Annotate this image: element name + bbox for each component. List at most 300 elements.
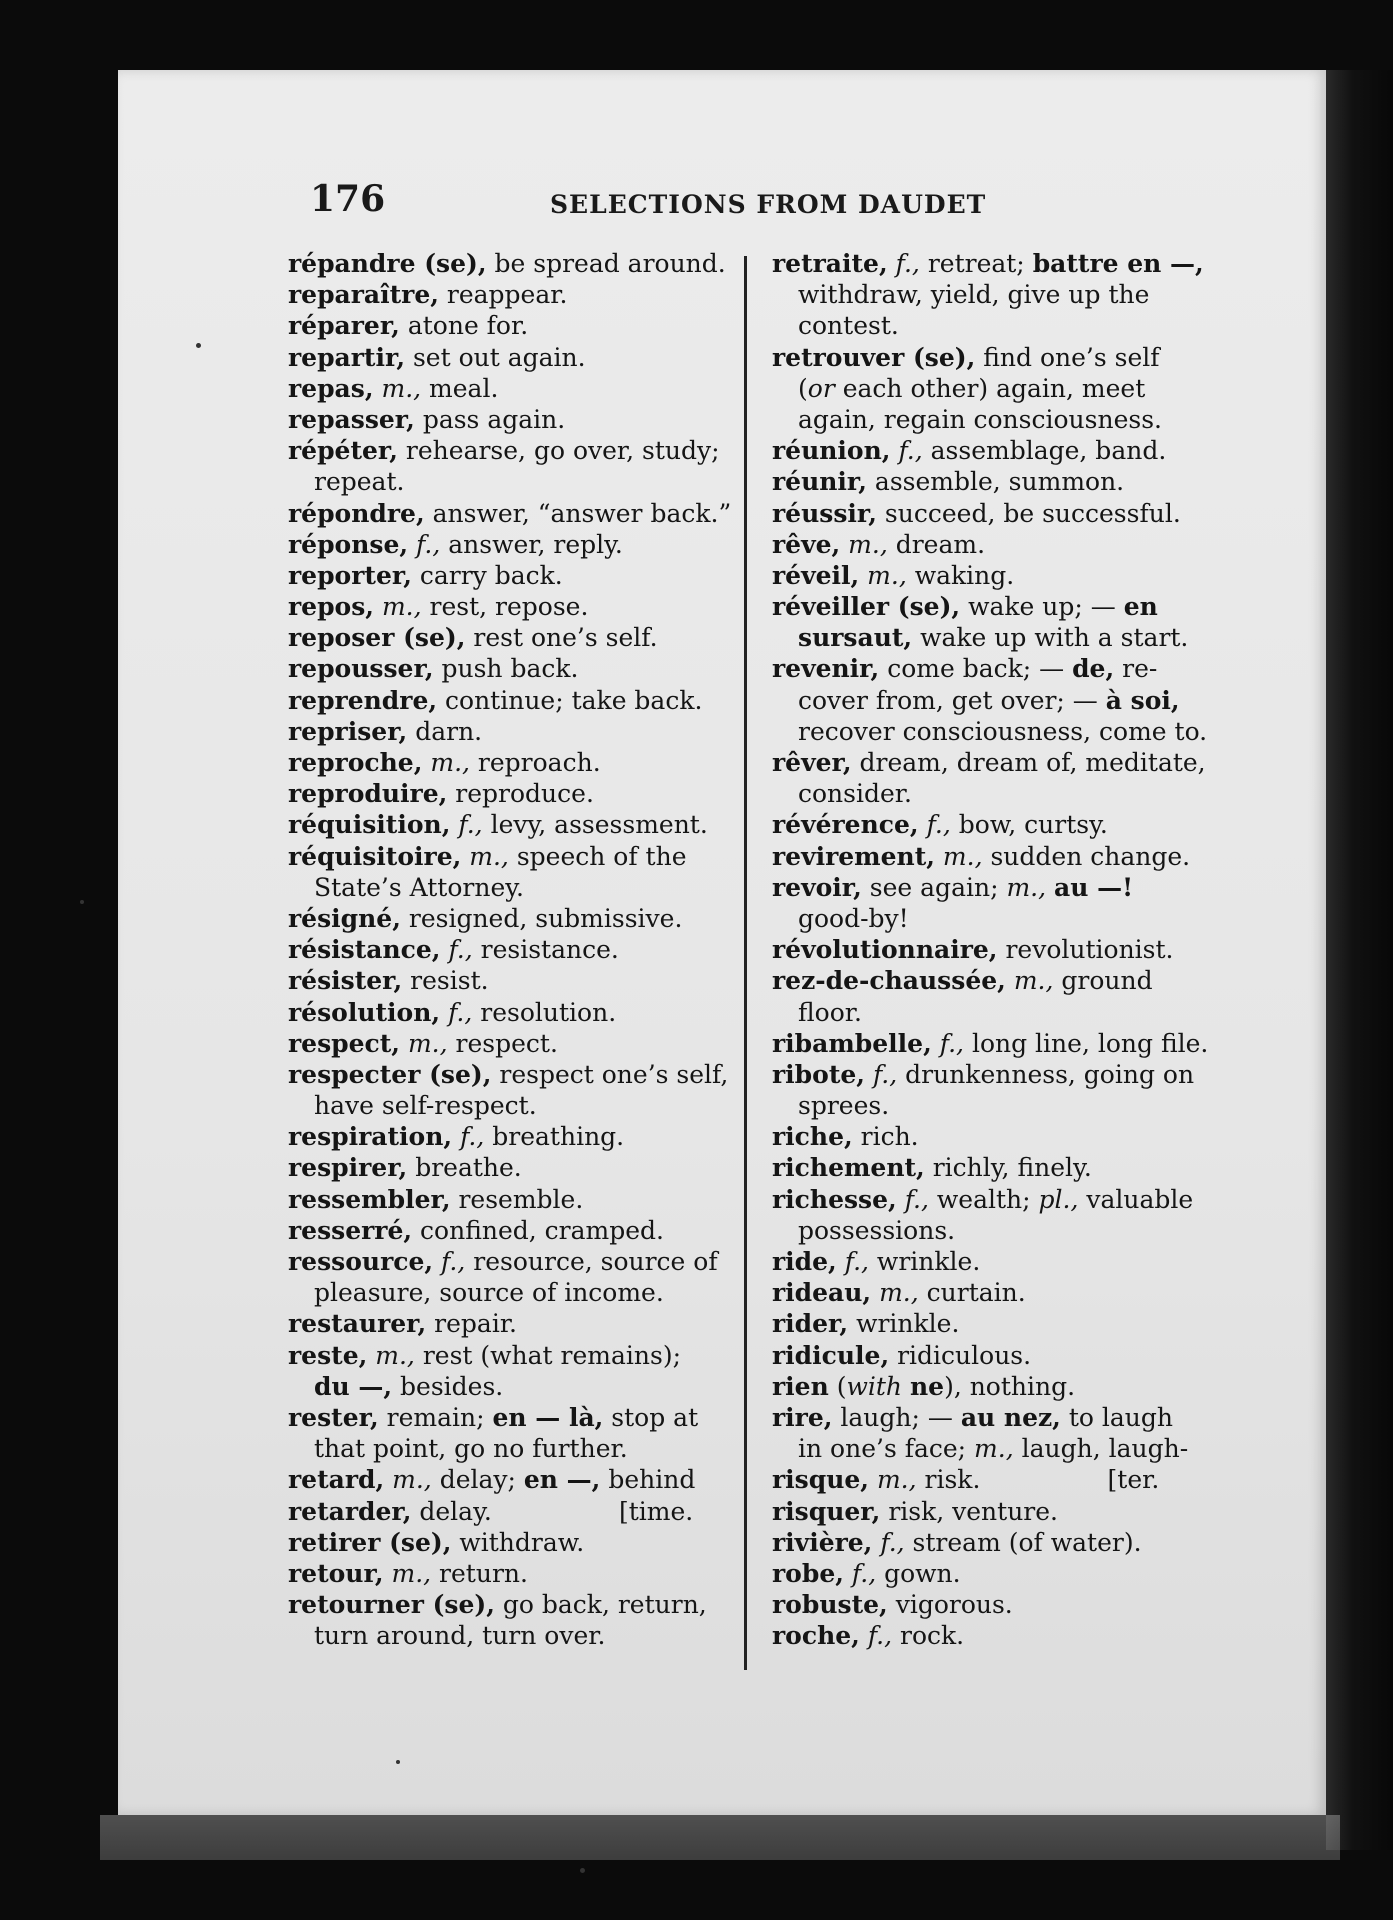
facing-page-edge	[1326, 70, 1393, 1850]
definition-text: set out again.	[405, 342, 586, 372]
headword: rêve,	[772, 529, 841, 559]
headword: repriser,	[288, 716, 408, 746]
definition-text	[865, 1060, 873, 1089]
dictionary-line	[288, 373, 740, 404]
dictionary-line	[288, 1215, 740, 1246]
dictionary-line	[288, 279, 740, 310]
headword: reprendre,	[288, 685, 438, 715]
definition-text: answer, “answer back.”	[424, 498, 732, 528]
headword: rester,	[288, 1402, 379, 1432]
definition-text: to laugh	[1060, 1402, 1173, 1432]
definition-text: meal.	[421, 373, 499, 403]
dictionary-line	[772, 248, 1214, 279]
headword: reproduire,	[288, 779, 448, 809]
dictionary-line	[772, 685, 1214, 716]
dictionary-line	[288, 1527, 740, 1558]
dictionary-line	[288, 685, 740, 716]
definition-text	[888, 249, 896, 278]
definition-text: laugh, laugh-	[1013, 1434, 1189, 1464]
dictionary-line	[772, 1402, 1214, 1433]
definition-text: sudden change.	[982, 841, 1191, 871]
dictionary-line	[772, 1308, 1214, 1339]
headword: en —,	[523, 1465, 601, 1495]
headword: sursaut,	[798, 623, 913, 653]
definition-text	[844, 1559, 852, 1588]
headword: retard,	[288, 1465, 385, 1495]
definition-text: pass again.	[414, 404, 566, 434]
definition-text: reappear.	[438, 280, 568, 310]
definition-text: wrinkle.	[848, 1309, 960, 1339]
definition-text: possessions.	[798, 1215, 956, 1245]
headword: retrouver (se),	[772, 342, 976, 372]
definition-text: push back.	[433, 654, 579, 684]
definition-text: waking.	[906, 560, 1015, 590]
grammar-label: f.,	[460, 1122, 485, 1152]
grammar-label: with	[846, 1371, 903, 1401]
dictionary-line	[288, 653, 740, 684]
definition-text	[440, 998, 448, 1027]
headword: résistance,	[288, 935, 441, 965]
definition-text: cover from, get over; —	[798, 685, 1106, 715]
definition-text	[897, 1185, 905, 1214]
grammar-label: f.,	[448, 935, 473, 965]
definition-text	[1046, 873, 1054, 902]
grammar-label: m.,	[942, 841, 983, 871]
dictionary-line	[772, 435, 1214, 466]
dictionary-line	[288, 310, 740, 341]
dictionary-line	[288, 622, 740, 653]
headword: reparaître,	[288, 280, 439, 310]
headword: retraite,	[772, 249, 888, 278]
dictionary-line	[772, 1340, 1214, 1371]
dictionary-line	[288, 529, 740, 560]
definition-text	[859, 561, 867, 590]
definition-text: rehearse, go over, study;	[397, 436, 720, 466]
grammar-label: f.,	[880, 1527, 905, 1557]
dictionary-line	[772, 1246, 1214, 1277]
dictionary-line	[772, 1090, 1214, 1121]
definition-text: go back, return,	[494, 1590, 707, 1620]
grammar-label: f.,	[458, 810, 483, 840]
definition-text	[919, 810, 927, 839]
dictionary-line	[772, 1433, 1214, 1464]
definition-text: ), nothing.	[944, 1371, 1076, 1401]
grammar-label: f.,	[904, 1184, 929, 1214]
grammar-label: f.,	[867, 1621, 893, 1651]
definition-text: answer, reply.	[440, 529, 623, 559]
headword: en — là,	[492, 1402, 604, 1432]
definition-text	[384, 1559, 392, 1588]
definition-text: behind	[600, 1465, 696, 1495]
dictionary-line	[288, 404, 740, 435]
headword: respirer,	[288, 1153, 408, 1183]
definition-text: stop at	[603, 1402, 699, 1432]
definition-text: curtain.	[918, 1278, 1026, 1308]
definition-text: rich.	[852, 1122, 919, 1152]
definition-text: resistance.	[472, 935, 619, 965]
headword: ridicule,	[772, 1340, 890, 1370]
headword: rider,	[772, 1309, 849, 1339]
definition-text: atone for.	[399, 311, 529, 341]
dictionary-line	[288, 997, 740, 1028]
definition-text: wrinkle.	[868, 1247, 981, 1276]
definition-text: succeed, be successful.	[876, 498, 1181, 528]
right-column	[772, 248, 1214, 1651]
headword: résister,	[288, 966, 403, 996]
definition-text: rest (what remains);	[414, 1340, 682, 1370]
dictionary-line	[288, 1308, 740, 1339]
dictionary-line	[772, 622, 1214, 653]
definition-text: contest.	[798, 311, 899, 341]
headword: ribote,	[772, 1059, 865, 1089]
dictionary-line	[772, 1277, 1214, 1308]
headword: réparer,	[288, 311, 400, 341]
running-title: SELECTIONS FROM DAUDET	[550, 190, 987, 219]
dictionary-line	[288, 591, 740, 622]
definition-text: floor.	[798, 997, 862, 1027]
grammar-label: f.,	[844, 1247, 869, 1276]
grammar-label: f.,	[872, 1059, 898, 1089]
grammar-label: m.,	[392, 1465, 432, 1495]
dictionary-line	[772, 404, 1214, 435]
definition-text: remain;	[378, 1402, 493, 1432]
grammar-label: f.,	[416, 529, 441, 559]
definition-text	[1006, 966, 1014, 995]
definition-text: (	[798, 373, 808, 403]
headword: de,	[1072, 654, 1115, 684]
definition-text: consider.	[798, 779, 912, 809]
definition-text: assemble, summon.	[866, 467, 1125, 497]
headword: richesse,	[772, 1184, 897, 1214]
headword: rideau,	[772, 1278, 872, 1308]
definition-text: see again;	[861, 872, 1007, 902]
definition-text: wealth;	[928, 1184, 1039, 1214]
definition-text: delay. [time.	[411, 1496, 694, 1526]
definition-text: find one’s self	[975, 342, 1160, 372]
headword: réponse,	[288, 529, 409, 559]
headword: revoir,	[772, 872, 862, 902]
definition-text: State’s Attorney.	[314, 872, 524, 902]
definition-text: respect one’s self,	[491, 1059, 729, 1089]
dictionary-line	[772, 1496, 1214, 1527]
definition-text	[869, 1465, 877, 1494]
headword: risque,	[772, 1465, 870, 1495]
dictionary-line	[288, 1152, 740, 1183]
grammar-label: m.,	[407, 1028, 448, 1058]
grammar-label: m.,	[1006, 872, 1047, 902]
definition-text	[408, 530, 416, 559]
headword: riche,	[772, 1122, 853, 1152]
dictionary-line	[288, 435, 740, 466]
headword: réunion,	[772, 436, 891, 466]
dictionary-line	[772, 466, 1214, 497]
headword: resserré,	[288, 1215, 413, 1245]
grammar-label: m.,	[879, 1278, 919, 1308]
dictionary-line	[772, 934, 1214, 965]
dictionary-line	[288, 1028, 740, 1059]
dictionary-line	[288, 1340, 740, 1371]
definition-text: come back; —	[879, 654, 1073, 684]
dictionary-line	[772, 1059, 1214, 1090]
grammar-label: pl.,	[1038, 1184, 1079, 1214]
dictionary-line	[772, 1527, 1214, 1558]
definition-text: breathing.	[484, 1122, 625, 1152]
dictionary-line	[288, 809, 740, 840]
definition-text: resource, source of	[465, 1247, 718, 1276]
dictionary-line	[772, 1184, 1214, 1215]
dictionary-line	[772, 1558, 1214, 1589]
grammar-label: f.,	[926, 810, 951, 840]
dictionary-line	[772, 1464, 1214, 1495]
headword: rien	[772, 1371, 829, 1401]
definition-text: good-by!	[798, 903, 909, 933]
dictionary-line	[288, 934, 740, 965]
headword: repos,	[288, 592, 375, 622]
definition-text	[902, 1372, 910, 1401]
definition-text: risk. [ter.	[916, 1465, 1160, 1495]
headword: réquisition,	[288, 810, 451, 840]
headword: retirer (se),	[288, 1527, 452, 1557]
dictionary-line	[288, 747, 740, 778]
headword: revirement,	[772, 841, 935, 871]
dictionary-line	[288, 841, 740, 872]
headword: réquisitoire,	[288, 841, 462, 871]
definition-text: respect.	[447, 1028, 558, 1058]
dictionary-line	[772, 747, 1214, 778]
dictionary-line	[288, 1433, 740, 1464]
headword: reste,	[288, 1340, 368, 1370]
grammar-label: f.,	[939, 1028, 965, 1058]
headword: ressembler,	[288, 1184, 451, 1214]
dictionary-line	[772, 653, 1214, 684]
headword: repartir,	[288, 342, 406, 372]
dictionary-line	[772, 1028, 1214, 1059]
definition-text: reproduce.	[447, 779, 594, 809]
headword: respecter (se),	[288, 1059, 492, 1089]
definition-text: each other) again, meet	[834, 373, 1146, 403]
definition-text: resemble.	[450, 1184, 584, 1214]
definition-text: breathe.	[407, 1153, 522, 1183]
dictionary-line	[288, 248, 740, 279]
definition-text: stream (of water).	[904, 1527, 1142, 1557]
definition-text: vigorous.	[887, 1590, 1013, 1620]
column-divider	[744, 256, 747, 1670]
headword: repousser,	[288, 654, 434, 684]
headword: ride,	[772, 1247, 837, 1276]
page-bottom-shadow	[100, 1815, 1340, 1860]
headword: repas,	[288, 373, 374, 403]
headword: au —!	[1054, 872, 1134, 902]
dictionary-line	[288, 1589, 740, 1620]
dictionary-line	[288, 1277, 740, 1308]
dictionary-line	[288, 1371, 740, 1402]
definition-text: ridiculous.	[889, 1340, 1032, 1370]
dictionary-line	[288, 1059, 740, 1090]
definition-text	[452, 1122, 460, 1151]
definition-text	[374, 592, 382, 621]
definition-text: rest one’s self.	[465, 623, 658, 653]
headword: respiration,	[288, 1122, 453, 1152]
dictionary-line	[288, 1402, 740, 1433]
grammar-label: m.,	[1013, 966, 1054, 996]
grammar-label: m.,	[848, 529, 888, 559]
grammar-label: m.,	[381, 373, 422, 403]
headword: richement,	[772, 1153, 925, 1183]
definition-text: gown.	[876, 1558, 961, 1588]
headword: révolutionnaire,	[772, 935, 998, 965]
dictionary-line	[288, 1496, 740, 1527]
definition-text	[860, 1621, 868, 1650]
grammar-label: m.,	[391, 1558, 432, 1588]
grammar-label: f.,	[441, 1247, 466, 1276]
grammar-label: m.,	[469, 841, 509, 871]
headword: réussir,	[772, 498, 877, 528]
dictionary-line	[288, 716, 740, 747]
grammar-label: f.,	[895, 249, 920, 278]
definition-text: again, regain consciousness.	[798, 404, 1162, 434]
dictionary-line	[772, 1620, 1214, 1651]
definition-text: wake up; —	[960, 592, 1124, 622]
definition-text: risk, venture.	[880, 1496, 1058, 1526]
definition-text	[840, 530, 848, 559]
definition-text	[871, 1278, 879, 1307]
dictionary-line	[288, 466, 740, 497]
dictionary-line	[772, 342, 1214, 373]
headword: restaurer,	[288, 1309, 427, 1339]
definition-text	[400, 1029, 408, 1058]
dictionary-line	[288, 1246, 740, 1277]
headword: risquer,	[772, 1496, 881, 1526]
definition-text: besides.	[392, 1371, 504, 1401]
grammar-label: m.,	[375, 1340, 415, 1370]
definition-text	[384, 1465, 392, 1494]
headword: revenir,	[772, 654, 880, 684]
headword: reproche,	[288, 748, 423, 777]
headword: répandre (se),	[288, 249, 487, 278]
dictionary-line	[772, 965, 1214, 996]
definition-text: retreat;	[919, 249, 1033, 278]
headword: rêver,	[772, 748, 852, 777]
dictionary-line	[772, 560, 1214, 591]
headword: à soi,	[1105, 685, 1180, 715]
definition-text: dream.	[887, 529, 986, 559]
dictionary-line	[288, 778, 740, 809]
headword: respect,	[288, 1028, 401, 1058]
dictionary-line	[772, 809, 1214, 840]
headword: repasser,	[288, 404, 415, 434]
headword: en	[1123, 592, 1158, 622]
headword: reporter,	[288, 560, 412, 590]
definition-text	[374, 374, 382, 403]
definition-text: carry back.	[411, 560, 563, 590]
definition-text: return.	[431, 1558, 528, 1588]
definition-text: recover consciousness, come to.	[798, 716, 1208, 746]
definition-text: that point, go no further.	[314, 1434, 628, 1464]
headword: ressource,	[288, 1247, 434, 1276]
headword: répondre,	[288, 498, 425, 528]
grammar-label: or	[807, 373, 835, 403]
definition-text: richly, finely.	[924, 1153, 1092, 1183]
dictionary-line	[772, 529, 1214, 560]
headword: réunir,	[772, 467, 867, 497]
definition-text: laugh; —	[832, 1402, 961, 1432]
grammar-label: m.,	[876, 1465, 917, 1495]
left-column	[288, 248, 740, 1651]
definition-text: pleasure, source of income.	[314, 1278, 664, 1308]
dictionary-line	[772, 373, 1214, 404]
definition-text: (	[828, 1371, 847, 1401]
headword: résolution,	[288, 997, 441, 1027]
definition-text: withdraw, yield, give up the	[798, 280, 1150, 310]
dictionary-line	[772, 279, 1214, 310]
dictionary-line	[772, 498, 1214, 529]
dictionary-line	[288, 1184, 740, 1215]
definition-text: repair.	[426, 1309, 517, 1339]
headword: battre en —,	[1032, 249, 1204, 278]
headword: reposer (se),	[288, 623, 466, 653]
headword: résigné,	[288, 903, 401, 933]
definition-text	[935, 842, 943, 871]
definition-text: ground	[1053, 966, 1153, 996]
definition-text: in one’s face;	[798, 1434, 975, 1464]
dictionary-line	[288, 1558, 740, 1589]
dictionary-line	[772, 778, 1214, 809]
definition-text: levy, assessment.	[482, 810, 708, 840]
definition-text: rest, repose.	[421, 592, 589, 622]
headword: robe,	[772, 1558, 844, 1588]
definition-text: have self-respect.	[314, 1091, 537, 1121]
headword: réveil,	[772, 560, 860, 590]
definition-text: wake up with a start.	[912, 623, 1189, 653]
headword: rez-de-chaussée,	[772, 966, 1006, 996]
dictionary-line	[288, 965, 740, 996]
definition-text: confined, cramped.	[412, 1215, 664, 1245]
dictionary-line	[772, 310, 1214, 341]
headword: répéter,	[288, 436, 398, 466]
definition-text: be spread around.	[486, 249, 726, 278]
dictionary-line	[772, 841, 1214, 872]
dictionary-line	[772, 591, 1214, 622]
definition-text: bow, curtsy.	[950, 810, 1108, 840]
grammar-label: m.,	[867, 560, 907, 590]
dictionary-line	[288, 1090, 740, 1121]
headword: du —,	[314, 1371, 393, 1401]
dictionary-line	[772, 997, 1214, 1028]
definition-text: assemblage, band.	[922, 436, 1167, 466]
grammar-label: m.,	[430, 748, 470, 777]
headword: révérence,	[772, 810, 919, 840]
definition-text	[433, 1247, 441, 1276]
dictionary-line	[288, 903, 740, 934]
definition-text	[837, 1247, 845, 1276]
grammar-label: f.,	[898, 436, 923, 466]
dictionary-line	[288, 1464, 740, 1495]
dictionary-line	[288, 872, 740, 903]
definition-text: speech of the	[508, 841, 687, 871]
headword: rivière,	[772, 1527, 873, 1557]
headword: retourner (se),	[288, 1590, 495, 1620]
dictionary-line	[772, 716, 1214, 747]
headword: ne	[909, 1371, 945, 1401]
headword: rire,	[772, 1402, 833, 1432]
dictionary-line	[288, 560, 740, 591]
definition-text: rock.	[892, 1621, 965, 1651]
definition-text: drunkenness, going on	[897, 1059, 1195, 1089]
definition-text: resolution.	[472, 997, 617, 1027]
definition-text: dream, dream of, meditate,	[851, 748, 1206, 777]
definition-text: re-	[1114, 654, 1158, 684]
headword: retour,	[288, 1558, 384, 1588]
